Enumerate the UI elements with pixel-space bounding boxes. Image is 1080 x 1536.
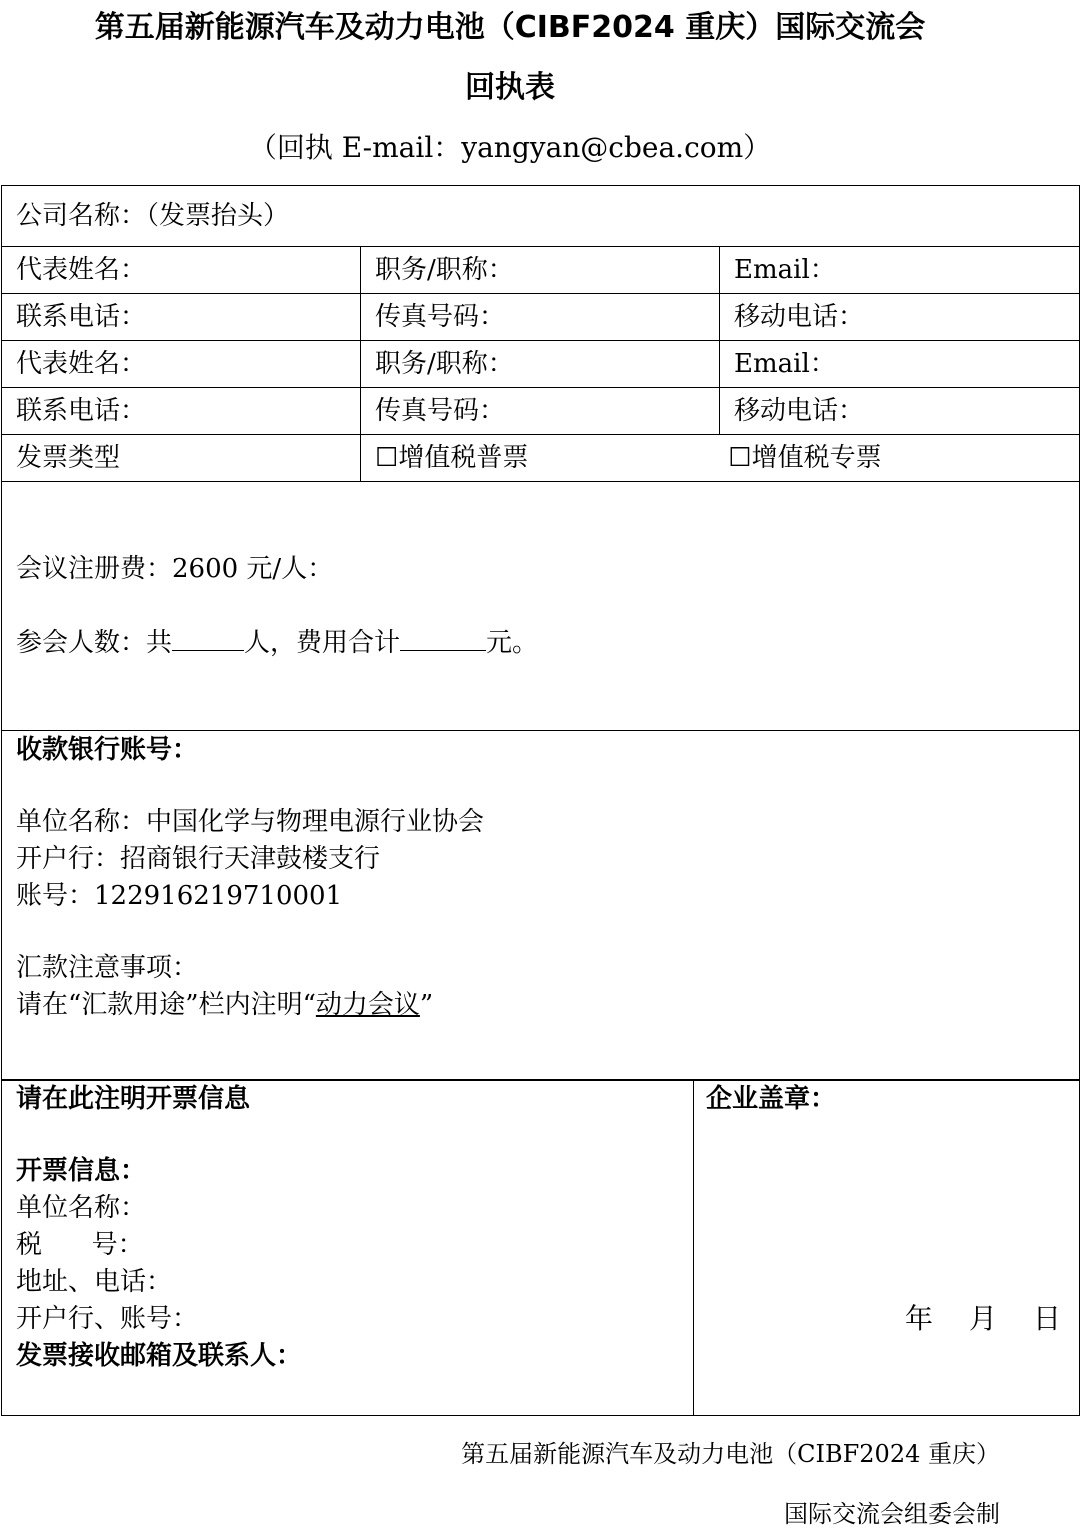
company-seal-section[interactable] bbox=[694, 1080, 1080, 1416]
total-fee-blank[interactable] bbox=[400, 624, 486, 651]
invoice-type-label: 发票类型 bbox=[2, 435, 361, 482]
rep2-mobile-field[interactable]: 移动电话： bbox=[720, 388, 1080, 435]
rep2-phone-field[interactable]: 联系电话： bbox=[2, 388, 361, 435]
total-fee-suffix: 元。 bbox=[486, 628, 539, 658]
attendee-count-blank[interactable] bbox=[172, 624, 244, 651]
attendee-count-prefix: 参会人数：共 bbox=[16, 628, 173, 658]
rep1-phone-field[interactable]: 联系电话： bbox=[2, 294, 361, 341]
footer-organizer-line1: 第五届新能源汽车及动力电池（CIBF2024 重庆） bbox=[461, 1440, 1000, 1468]
invoice-option-special-label: 增值税专票 bbox=[751, 443, 882, 473]
rep2-name-field[interactable]: 代表姓名： bbox=[2, 341, 361, 388]
registration-form bbox=[1, 185, 1080, 1081]
invoice-option-special[interactable] bbox=[720, 443, 882, 473]
rep2-fax-field[interactable]: 传真号码： bbox=[361, 388, 720, 435]
attendee-count-line bbox=[16, 624, 1079, 660]
fee-section bbox=[2, 482, 1080, 731]
rep1-fax-field[interactable]: 传真号码： bbox=[361, 294, 720, 341]
company-name-field[interactable]: 公司名称：（发票抬头） bbox=[2, 186, 1080, 247]
bank-account: 账号：122916219710001 bbox=[16, 881, 343, 911]
invoice-tax-id: 税 号： bbox=[16, 1230, 144, 1260]
remittance-notes-suffix: ” bbox=[419, 990, 434, 1020]
footer-organizer-line2: 国际交流会组委会制 bbox=[784, 1500, 1000, 1528]
rep1-mobile-field[interactable]: 移动电话： bbox=[720, 294, 1080, 341]
invoice-option-general[interactable] bbox=[375, 441, 720, 475]
invoice-seal-table bbox=[1, 1079, 1080, 1416]
seal-day: 日 bbox=[1032, 1302, 1061, 1335]
checkbox-icon[interactable]: ☐ bbox=[375, 443, 399, 473]
remittance-notes-prefix: 请在“汇款用途”栏内注明“ bbox=[16, 990, 316, 1020]
bank-section bbox=[2, 731, 1080, 1081]
bank-heading: 收款银行账号： bbox=[16, 735, 199, 765]
company-seal-heading: 企业盖章： bbox=[706, 1084, 837, 1114]
remittance-notes-heading: 汇款注意事项： bbox=[16, 953, 199, 983]
seal-date bbox=[706, 1302, 1079, 1336]
document-subtitle: 回执表 bbox=[465, 70, 555, 105]
invoice-info-section[interactable] bbox=[2, 1080, 694, 1416]
invoice-unit-name: 单位名称： bbox=[16, 1193, 147, 1223]
invoice-option-general-label: 增值税普票 bbox=[398, 443, 529, 473]
rep1-name-field[interactable]: 代表姓名： bbox=[2, 247, 361, 294]
remittance-notes bbox=[16, 988, 1079, 1022]
invoice-info-subheading: 开票信息： bbox=[16, 1156, 147, 1186]
bank-unit-name: 单位名称：中国化学与物理电源行业协会 bbox=[16, 807, 485, 837]
rep1-email-field[interactable]: Email： bbox=[720, 247, 1080, 294]
invoice-bank-account: 开户行、账号： bbox=[16, 1304, 199, 1334]
seal-year: 年 bbox=[904, 1302, 933, 1335]
remittance-purpose: 动力会议 bbox=[315, 990, 420, 1020]
document-title: 第五届新能源汽车及动力电池（CIBF2024 重庆）国际交流会 bbox=[94, 10, 926, 45]
total-fee-prefix: 人，费用合计 bbox=[244, 628, 401, 658]
invoice-email-contact: 发票接收邮箱及联系人： bbox=[16, 1341, 303, 1371]
registration-fee: 会议注册费：2600 元/人： bbox=[16, 554, 334, 584]
invoice-info-heading: 请在此注明开票信息 bbox=[16, 1084, 251, 1114]
invoice-address-phone: 地址、电话： bbox=[16, 1267, 173, 1297]
rep2-title-field[interactable]: 职务/职称： bbox=[361, 341, 720, 388]
rep1-title-field[interactable]: 职务/职称： bbox=[361, 247, 720, 294]
seal-month: 月 bbox=[968, 1302, 997, 1335]
checkbox-icon[interactable]: ☐ bbox=[728, 443, 752, 473]
rep2-email-field[interactable]: Email： bbox=[720, 341, 1080, 388]
reply-email: （回执 E-mail：yangyan@cbea.com） bbox=[248, 131, 772, 164]
invoice-type-options bbox=[361, 435, 1080, 482]
bank-branch: 开户行：招商银行天津鼓楼支行 bbox=[16, 844, 381, 874]
